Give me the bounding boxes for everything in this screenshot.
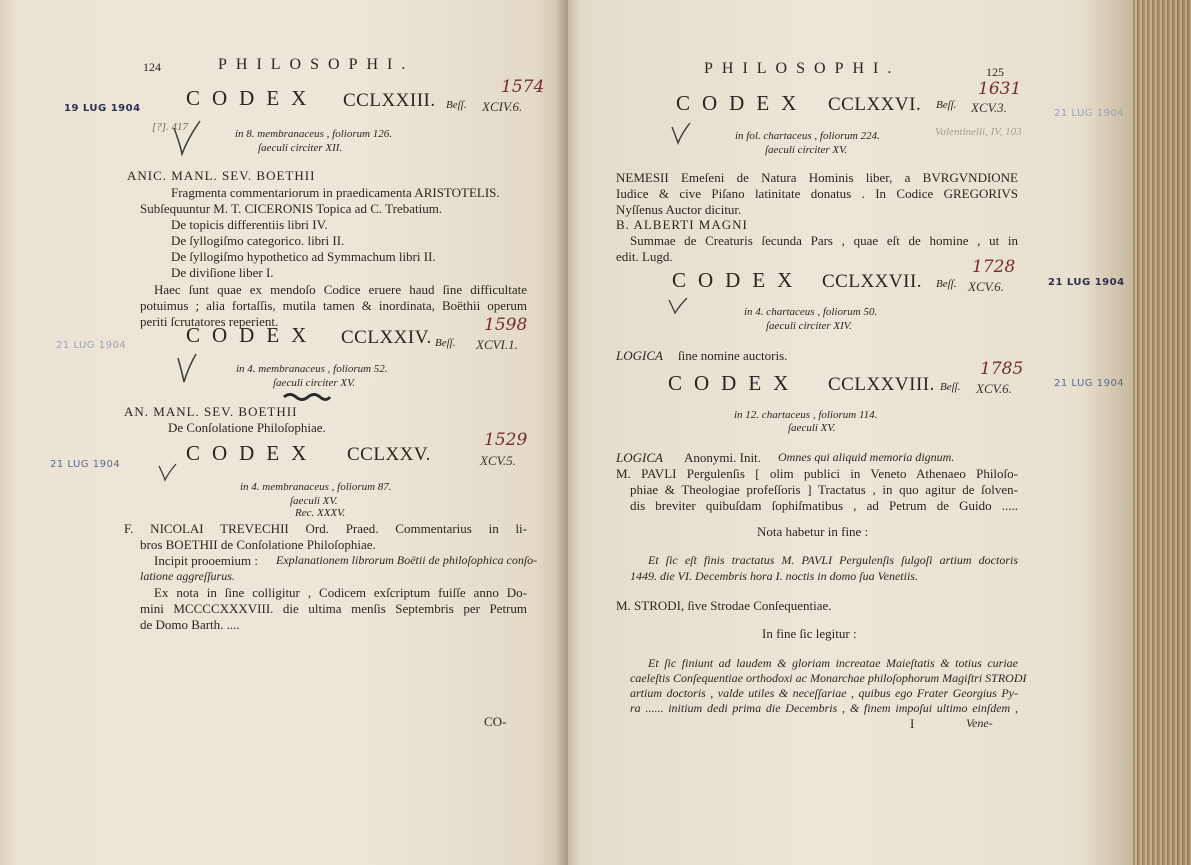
ink-scribble-icon	[282, 391, 332, 403]
left-page	[0, 0, 568, 865]
codex-number: CCLXXIII.	[343, 90, 436, 111]
entry-line: bros BOETHII de Conſolatione Philoſophiae.	[140, 537, 376, 552]
entry-line: Fragmenta commentariorum in praedicamenta ARISTOTELIS.	[171, 185, 500, 200]
check-mark-icon	[668, 121, 694, 147]
quote-line: Et ſic finiunt ad laudem & gloriam increatae Maieſtatis & totius curiae	[648, 656, 1018, 670]
library-stamp: 21 LUG 1904	[1048, 277, 1125, 288]
codex-century: ſaeculi circiter XII.	[258, 142, 343, 154]
running-head: PHILOSOPHI.	[218, 56, 415, 73]
codex-label: CODEX	[186, 441, 319, 465]
folio-number: 124	[143, 60, 161, 74]
codex-label: CODEX	[672, 268, 805, 292]
entry-title: LOGICA	[616, 450, 663, 465]
page-edges	[1133, 0, 1191, 865]
entry-heading: ANIC. MANL. SEV. BOETHII	[127, 168, 316, 183]
entry-line: NEMESII Emeſeni de Natura Hominis liber, a BVRGVNDIONE	[616, 170, 1018, 185]
entry-heading: M. STRODI, ſive Strodae Conſequentiae.	[616, 598, 832, 613]
manuscript-number: 1529	[484, 430, 528, 450]
bessarion-label: Beſſ.	[940, 381, 961, 393]
quote-line: Et ſic eſt finis tractatus M. PAVLI Pergulenſis ſulgoſi artium doctoris	[648, 553, 1018, 567]
manuscript-number: 1728	[972, 257, 1016, 277]
quote-line: ra ...... initium dedi prima die Decembris , & finem impoſui ultimo einſdem ,	[630, 701, 1018, 715]
shelfmark: XCV.6.	[976, 381, 1012, 396]
codex-description: in 12. chartaceus , foliorum 114.	[734, 409, 878, 421]
entry-heading: B. ALBERTI MAGNI	[616, 217, 748, 232]
codex-number: CCLXXVIII.	[828, 374, 935, 395]
check-mark-icon	[170, 118, 204, 158]
codex-number: CCLXXVI.	[828, 94, 922, 115]
entry-line: ſine nomine auctoris.	[678, 348, 788, 363]
entry-line: F. NICOLAI TREVECHII Ord. Praed. Commentarius in li-	[124, 521, 527, 536]
shelfmark: XCV.3.	[971, 100, 1007, 115]
codex-description: in 8. membranaceus , foliorum 126.	[235, 128, 393, 140]
quote-line: caeleſtis Conſequentiae orthodoxi ac Monarchae philoſophorum Magiſtri STRODI	[630, 671, 1027, 685]
signature-mark: I	[910, 716, 915, 731]
codex-description: in 4. chartaceus , foliorum 50.	[744, 306, 878, 318]
codex-note: Rec. XXXV.	[295, 507, 346, 519]
entry-line: Nyſſenus Auctor dicitur.	[616, 202, 742, 217]
entry-title: LOGICA	[616, 348, 663, 363]
library-stamp: 19 LUG 1904	[64, 103, 141, 114]
entry-line: phiae & Theologiae profeſſoris ] Tractatus , in quo agitur de ſolven-	[630, 482, 1018, 497]
note-line: Ex nota in ſine colligitur , Codicem exſcriptum fuiſſe anno Do-	[154, 585, 527, 600]
note-line: mini MCCCCXXXVIII. die ultima menſis Septembris per Petrum	[140, 601, 527, 616]
shelfmark: XCV.5.	[480, 453, 516, 468]
entry-line: M. PAVLI Pergulenſis [ olim publici in Veneto Athenaeo Philoſo-	[616, 466, 1018, 481]
codex-number: CCLXXV.	[347, 444, 431, 465]
codex-number: CCLXXVII.	[822, 271, 923, 292]
shelfmark: XCV.6.	[968, 279, 1004, 294]
library-stamp: 21 LUG 1904	[1054, 108, 1125, 119]
entry-line: edit. Lugd.	[616, 249, 673, 264]
note-heading: In fine ſic legitur :	[762, 626, 857, 641]
incipit-text: Explanationem librorum Boëtii de philoſophica conſo-	[276, 553, 538, 567]
shelfmark: XCIV.6.	[482, 99, 523, 114]
bessarion-label: Beſſ.	[936, 278, 957, 290]
entry-line: Anonymi. Init.	[684, 450, 761, 465]
entry-line: De diviſione liber I.	[171, 265, 274, 280]
catchword: CO-	[484, 714, 507, 729]
entry-line: Iudice & cive Piſano latinitate donatus . In Codice GREGORIVS	[616, 186, 1018, 201]
codex-century: ſaeculi circiter XIV.	[766, 320, 852, 332]
codex-label: CODEX	[186, 323, 319, 347]
margin-note: Valentinelli, IV, 103	[935, 126, 1022, 138]
catchword: Vene-	[966, 716, 993, 730]
codex-description: in 4. membranaceus , foliorum 52.	[236, 363, 388, 375]
check-mark-icon	[174, 352, 200, 386]
entry-line: dis breviter quibuſdam ſophiſmatibus , ad Petrum de Guido .....	[630, 498, 1018, 513]
check-mark-icon	[156, 462, 180, 482]
running-head: PHILOSOPHI.	[704, 60, 901, 77]
codex-label: CODEX	[186, 86, 319, 110]
check-mark-icon	[666, 296, 690, 316]
manuscript-number: 1574	[501, 77, 545, 97]
codex-century: ſaeculi XV.	[290, 495, 338, 507]
note-line: de Domo Barth. ....	[140, 617, 240, 632]
codex-century: ſaeculi circiter XV.	[273, 377, 356, 389]
codex-description: in fol. chartaceus , foliorum 224.	[735, 130, 880, 142]
entry-line: Subſequuntur M. T. CICERONIS Topica ad C. Trebatium.	[140, 201, 443, 216]
quote-line: 1449. die VI. Decembris hora I. noctis in domo ſua Venetiis.	[630, 569, 918, 583]
note-heading: Nota habetur in fine :	[757, 524, 869, 539]
bessarion-label: Beſſ.	[446, 99, 467, 111]
entry-line: De topicis differentiis libri IV.	[171, 217, 328, 232]
folio-number: 125	[986, 65, 1004, 79]
paragraph-line: periti ſcrutatores reperient.	[140, 314, 279, 329]
manuscript-number: 1631	[978, 79, 1022, 99]
incipit-label: Incipit prooemium :	[154, 553, 258, 568]
codex-description: in 4. membranaceus , foliorum 87.	[240, 481, 392, 493]
right-page	[568, 0, 1191, 865]
codex-label: CODEX	[676, 91, 809, 115]
incipit-text: latione aggreſſurus.	[140, 569, 235, 583]
quote-line: artium doctoris , valde utiles & neceſſariae , quibus ego Frater Georgius Py-	[630, 686, 1018, 700]
library-stamp: 21 LUG 1904	[56, 340, 127, 351]
codex-century: ſaeculi XV.	[788, 422, 836, 434]
codex-century: ſaeculi circiter XV.	[765, 144, 848, 156]
bessarion-label: Beſſ.	[936, 99, 957, 111]
bessarion-label: Beſſ.	[435, 337, 456, 349]
shelfmark: XCVI.1.	[476, 337, 518, 352]
manuscript-number: 1598	[484, 315, 528, 335]
manuscript-number: 1785	[980, 359, 1024, 379]
entry-line: De Conſolatione Philoſophiae.	[168, 420, 326, 435]
paragraph-line: potuimus ; alia fortaſſis, mutila tamen & inordinata, Boëthii operum	[140, 298, 527, 313]
library-stamp: 21 LUG 1904	[50, 459, 121, 470]
codex-number: CCLXXIV.	[341, 327, 432, 348]
entry-line: De ſyllogiſmo categorico. libri II.	[171, 233, 345, 248]
incipit-text: Omnes qui aliquid memoria dignum.	[778, 450, 955, 464]
entry-line: De ſyllogiſmo hypothetico ad Symmachum libri II.	[171, 249, 436, 264]
entry-line: Summae de Creaturis ſecunda Pars , quae eſt de homine , ut in	[630, 233, 1018, 248]
margin-note: [?]. 417	[152, 121, 189, 133]
codex-label: CODEX	[668, 371, 801, 395]
paragraph-line: Haec ſunt quae ex mendoſo Codice eruere haud ſine difficultate	[154, 282, 527, 297]
entry-heading: AN. MANL. SEV. BOETHII	[124, 404, 298, 419]
library-stamp: 21 LUG 1904	[1054, 378, 1125, 389]
